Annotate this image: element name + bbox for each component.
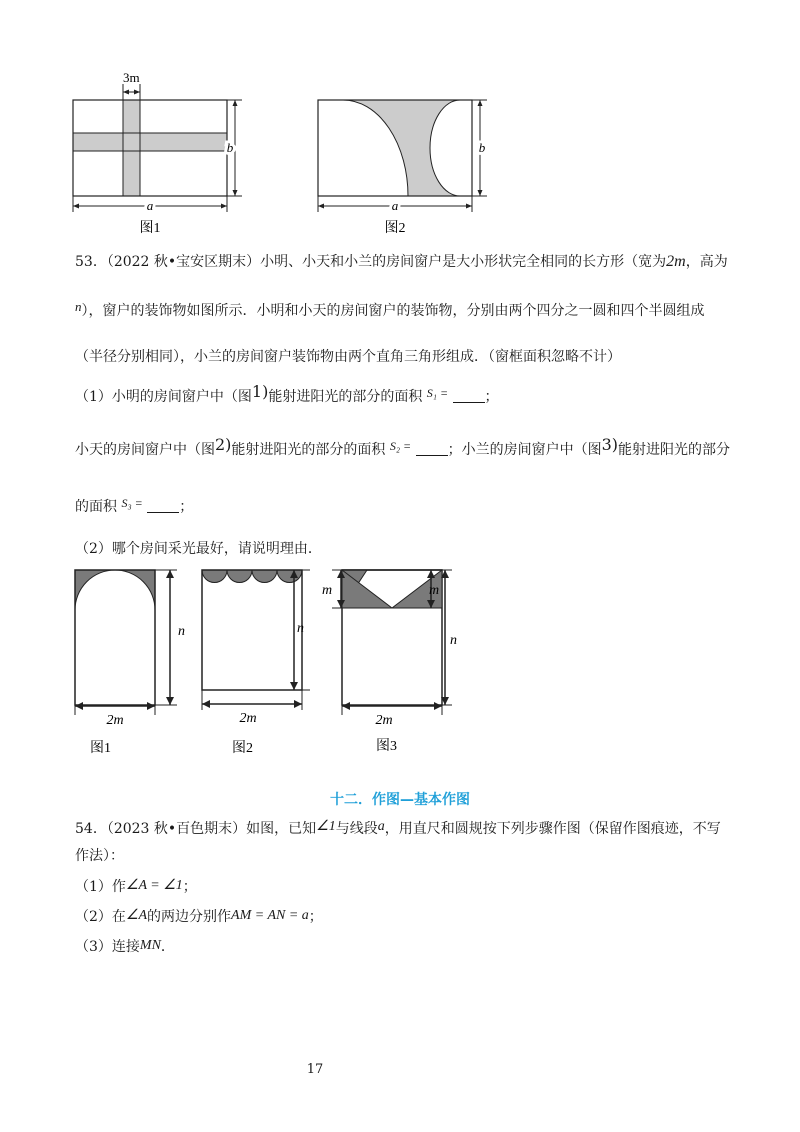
q53-part1-cont xyxy=(75,437,730,457)
q53-line1-text: 53．（2022 秋•宝安区期末）小明、小天和小兰的房间窗户是大小形状完全相同的长方形（宽为 xyxy=(75,254,667,270)
window-outline xyxy=(202,570,302,690)
q53-line2-text: ），窗户的装饰物如图所示．小明和小天的房间窗户的装饰物，分别由两个四分之一圆和四个半圆组成 xyxy=(81,303,705,319)
window-figure-3 xyxy=(310,560,470,760)
q54-line1 xyxy=(75,820,721,836)
q54-step1-expr: ∠A = ∠1 xyxy=(125,878,183,893)
q53-p1-a: （1）小明的房间窗户中（图 xyxy=(75,389,252,405)
q54-line1-b: 与线段 xyxy=(335,821,378,837)
q54-step3 xyxy=(75,939,175,954)
bottom-dim-label: a xyxy=(391,198,399,213)
q54-line1-a: 54．（2023 秋•百色期末）如图，已知 xyxy=(75,821,317,837)
answer-blank[interactable] xyxy=(147,500,179,513)
figure-caption: 图1 xyxy=(139,221,161,236)
window-figure-1 xyxy=(65,560,195,760)
q54-step1-a: （1）作 xyxy=(75,879,126,895)
answer-blank[interactable] xyxy=(416,443,448,456)
height-label: n xyxy=(450,633,457,648)
shaded-quarter-circle-region xyxy=(343,100,460,196)
top-figure-2 xyxy=(305,68,505,240)
cross-horizontal-band xyxy=(73,133,227,151)
q54-step2-a: （2）在 xyxy=(75,909,126,925)
q54-seg: a xyxy=(377,819,385,834)
left-dim-label: m xyxy=(322,583,333,598)
bottom-dim-label: a xyxy=(146,198,154,213)
window-outline xyxy=(75,570,155,705)
width-label: 2m xyxy=(375,713,393,728)
top-figure-1 xyxy=(60,68,250,240)
q54-step3-expr: MN xyxy=(139,938,161,953)
q54-step1 xyxy=(75,879,197,894)
q53-p2: （2）哪个房间采光最好，请说明理由． xyxy=(75,541,322,557)
q54-step2-b: 的两边分别作 xyxy=(147,909,232,925)
page-number: 17 xyxy=(306,1062,324,1077)
section-title: 十二．作图—基本作图 xyxy=(330,792,470,808)
quarter-circles-shaded xyxy=(75,570,155,610)
q53-p1d-a: 的面积 xyxy=(75,499,117,515)
q54-angle1: ∠1 xyxy=(316,819,336,834)
semicircles-shaded xyxy=(202,570,302,583)
side-dim-label: b xyxy=(226,140,234,155)
side-dim-label: b xyxy=(478,140,486,155)
q53-line3 xyxy=(75,350,621,364)
top-dim-label: 3m xyxy=(123,70,140,85)
q53-line1 xyxy=(75,254,728,270)
q53-s3: S₃ = xyxy=(121,496,143,510)
window-figure-2 xyxy=(190,560,320,760)
q53-p1c-c: ；小兰的房间窗户中（图 xyxy=(447,442,602,458)
q53-part1 xyxy=(75,384,499,404)
figure-caption: 图1 xyxy=(90,741,111,756)
q53-p1c-d: 能射进阳光的部分 xyxy=(618,442,731,458)
q53-p1-b: 能射进阳光的部分的面积 xyxy=(268,389,423,405)
q53-semi: ； xyxy=(179,499,194,515)
q53-s1: S₁ = xyxy=(426,386,449,400)
q54-step3-a: （3）连接 xyxy=(75,939,140,955)
q54-step2-end: ； xyxy=(308,909,323,925)
answer-blank[interactable] xyxy=(453,390,485,403)
right-triangle-left-body xyxy=(342,570,392,608)
q54-step2-angle: ∠A xyxy=(125,908,148,923)
q53-p1c-num3: 3) xyxy=(601,435,619,454)
q53-part1-end xyxy=(75,497,193,514)
height-label: n xyxy=(297,621,304,636)
q53-line3-text: （半径分别相同），小兰的房间窗户装饰物由两个直角三角形组成．（窗框面积忽略不计） xyxy=(75,349,621,365)
q53-width-expr: 2m xyxy=(666,253,686,270)
q53-p1c-a: 小天的房间窗户中（图 xyxy=(75,442,215,458)
q54-step2 xyxy=(75,909,323,924)
q53-p1c-b: 能射进阳光的部分的面积 xyxy=(231,442,386,458)
figure-caption: 图3 xyxy=(376,739,397,754)
height-label: n xyxy=(178,624,185,639)
q54-line2 xyxy=(75,849,124,863)
width-label: 2m xyxy=(106,713,124,728)
right-dim-label: m xyxy=(429,583,440,598)
q53-p1c-num2: 2) xyxy=(215,435,232,454)
q53-s2: S₂ = xyxy=(389,439,412,453)
q53-line1-end: ，高为 xyxy=(685,254,728,270)
width-label: 2m xyxy=(239,711,257,726)
q53-line2 xyxy=(75,300,705,318)
q54-step3-end: ． xyxy=(160,939,175,955)
q53-height-var: n xyxy=(75,299,82,314)
q53-semi: ； xyxy=(484,389,499,405)
q54-step2-expr: AM = AN = a xyxy=(231,908,309,923)
q54-line2-text: 作法）： xyxy=(75,848,124,864)
q53-part2 xyxy=(75,542,322,556)
q54-step1-end: ； xyxy=(182,879,197,895)
figure-caption: 图2 xyxy=(232,741,253,756)
q54-line1-c: ，用直尺和圆规按下列步骤作图（保留作图痕迹，不写 xyxy=(384,821,721,837)
q53-p1-num: 1) xyxy=(251,382,269,401)
figure-caption: 图2 xyxy=(384,221,406,236)
